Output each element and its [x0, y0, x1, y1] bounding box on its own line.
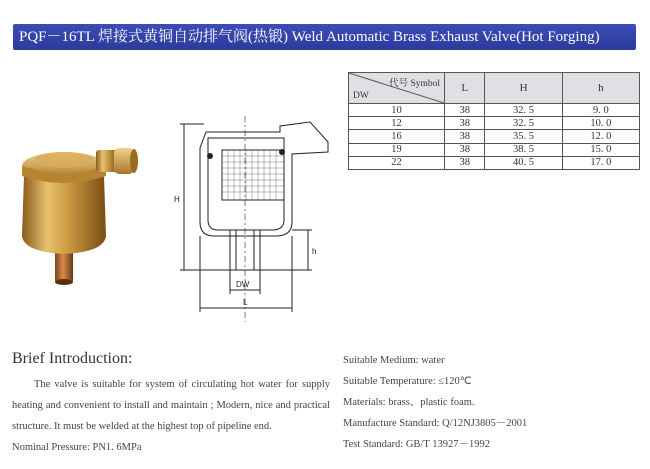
dim-label-dw: DW	[236, 280, 250, 289]
property-label: Test Standard:	[343, 439, 404, 450]
property-value: brass、plastic foam.	[388, 397, 475, 408]
cell-dw: 19	[349, 143, 445, 156]
table-row	[349, 130, 640, 143]
property-medium	[343, 350, 527, 371]
spec-header-l: L	[445, 73, 485, 104]
property-materials	[343, 392, 527, 413]
cell-l: 38	[445, 117, 485, 130]
property-test-standard	[343, 434, 527, 455]
cell-l: 38	[445, 130, 485, 143]
dim-label-l: L	[243, 298, 248, 307]
property-label: Manufacture Standard:	[343, 418, 440, 429]
valve-photo	[10, 128, 140, 288]
cell-l: 38	[445, 143, 485, 156]
corner-symbol-label: 代号 Symbol	[389, 79, 440, 89]
page-title: PQF－16TL 焊接式黄铜自动排气阀(热锻) Weld Automatic Brass Exhaust Valve(Hot Forging)	[13, 24, 636, 50]
cell-h-big: 32. 5	[485, 117, 562, 130]
cell-h-big: 35. 5	[485, 130, 562, 143]
intro-section	[12, 374, 330, 458]
corner-dw-label: DW	[353, 91, 369, 101]
property-label: Materials:	[343, 397, 386, 408]
cell-h-small: 15. 0	[562, 143, 639, 156]
cell-l: 38	[445, 104, 485, 117]
property-label: Suitable Medium:	[343, 355, 419, 366]
cell-h-big: 40. 5	[485, 156, 562, 169]
table-row	[349, 104, 640, 117]
cell-h-small: 9. 0	[562, 104, 639, 117]
spec-table-corner-cell	[349, 73, 445, 104]
cell-l: 38	[445, 156, 485, 169]
intro-heading: Brief Introduction:	[12, 350, 133, 367]
property-label: Suitable Temperature:	[343, 376, 436, 387]
property-value: GB/T 13927－1992	[405, 439, 490, 450]
spec-table-header-row	[349, 73, 640, 104]
nominal-pressure-value: PN1. 6MPa	[92, 442, 142, 453]
spec-header-h-small: h	[562, 73, 639, 104]
cell-h-big: 38. 5	[485, 143, 562, 156]
cell-h-small: 12. 0	[562, 130, 639, 143]
table-row	[349, 143, 640, 156]
spec-header-h-big: H	[485, 73, 562, 104]
dim-label-h: h	[312, 247, 317, 256]
cell-h-small: 10. 0	[562, 117, 639, 130]
property-value: water	[421, 355, 445, 366]
cell-dw: 22	[349, 156, 445, 169]
property-manufacture-standard	[343, 413, 527, 434]
technical-drawing	[160, 112, 340, 330]
property-value: ≤120℃	[438, 376, 472, 387]
cell-h-big: 32. 5	[485, 104, 562, 117]
spec-table	[348, 72, 640, 170]
cell-dw: 12	[349, 117, 445, 130]
intro-paragraph: The valve is suitable for system of circulating hot water for supply heating and convenient to install and maintain ; Modern, nice and practical structure. It must be welded at the highest top of pipeline end.	[12, 379, 330, 432]
table-row	[349, 156, 640, 169]
cell-dw: 16	[349, 130, 445, 143]
properties-list	[343, 350, 527, 455]
cell-dw: 10	[349, 104, 445, 117]
property-temperature	[343, 371, 527, 392]
table-row	[349, 117, 640, 130]
cell-h-small: 17. 0	[562, 156, 639, 169]
property-value: Q/12NJ3805－2001	[442, 418, 528, 429]
nominal-pressure-label: Nominal Pressure:	[12, 442, 90, 453]
dim-label-H: H	[174, 195, 180, 204]
nominal-pressure	[12, 437, 330, 458]
